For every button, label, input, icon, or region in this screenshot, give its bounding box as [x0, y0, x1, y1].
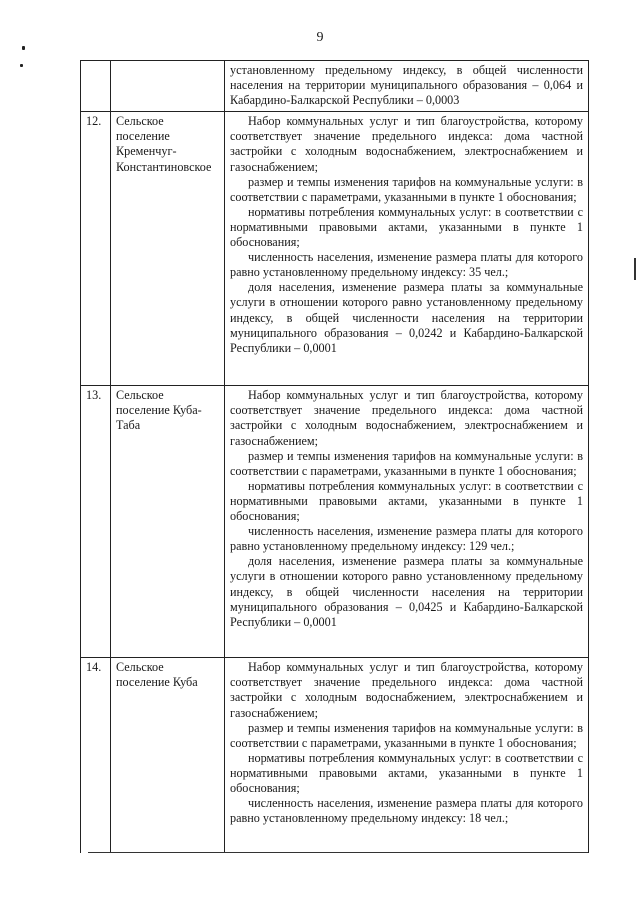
- row-number: 14.: [81, 658, 111, 854]
- description-paragraph: Набор коммунальных услуг и тип благоустройства, которому соответствует значение предельного индекса: дома частной застройки с холодным водоснабжением, электроснабжением и газоснабжением;: [230, 660, 583, 720]
- description-paragraph: размер и темпы изменения тарифов на коммунальные услуги: в соответствии с параметрами, указанными в пункте 1 обоснования;: [230, 174, 583, 204]
- description-paragraph: численность населения, изменение размера платы для которого равно установленному предельному индексу: 18 чел.;: [230, 796, 583, 826]
- settlement-name: Сельское поселение Куба: [111, 658, 225, 854]
- page-bottom-rule: [88, 852, 588, 853]
- table-row: [81, 386, 589, 658]
- scan-speck: [20, 64, 23, 67]
- table-row-continuation: [81, 61, 589, 112]
- scan-speck: [22, 46, 25, 50]
- table-row: [81, 658, 589, 854]
- row-description: [225, 658, 589, 854]
- description-paragraph: численность населения, изменение размера платы для которого равно установленному предельному индексу: 35 чел.;: [230, 250, 583, 280]
- description-paragraph: доля населения, изменение размера платы за коммунальные услуги в отношении которого равно установленному предельному индексу, в общей численности населения на территории муниципального образования – 0,0242 и Кабардино-Балкарской Республики – 0,0001: [230, 280, 583, 355]
- description-paragraph: размер и темпы изменения тарифов на коммунальные услуги: в соответствии с параметрами, указанными в пункте 1 обоснования;: [230, 448, 583, 478]
- description-paragraph: Набор коммунальных услуг и тип благоустройства, которому соответствует значение предельного индекса: дома частной застройки с холодным водоснабжением, электроснабжением и газоснабжением;: [230, 388, 583, 448]
- row-number: 13.: [81, 386, 111, 658]
- row-description: [225, 112, 589, 386]
- description-paragraph: Набор коммунальных услуг и тип благоустройства, которому соответствует значение предельного индекса: дома частной застройки с холодным водоснабжением, электроснабжением и газоснабжением;: [230, 114, 583, 174]
- row-number: 12.: [81, 112, 111, 386]
- page-number: 9: [316, 30, 324, 45]
- row-number: [81, 61, 111, 112]
- description-paragraph: численность населения, изменение размера платы для которого равно установленному предельному индексу: 129 чел.;: [230, 524, 583, 554]
- description-paragraph: доля населения, изменение размера платы за коммунальные услуги в отношении которого равно установленному предельному индексу, в общей численности населения на территории муниципального образования – 0,0425 и Кабардино-Балкарской Республики – 0,0001: [230, 554, 583, 629]
- description-paragraph: нормативы потребления коммунальных услуг: в соответствии с нормативными правовыми актами, указанными в пункте 1 обоснования;: [230, 204, 583, 250]
- settlement-name: [111, 61, 225, 112]
- data-table: [80, 60, 589, 853]
- settlement-name: Сельское поселение Кременчуг-Константиновское: [111, 112, 225, 386]
- description-paragraph: нормативы потребления коммунальных услуг: в соответствии с нормативными правовыми актами, указанными в пункте 1 обоснования;: [230, 478, 583, 524]
- description-paragraph: размер и темпы изменения тарифов на коммунальные услуги: в соответствии с параметрами, указанными в пункте 1 обоснования;: [230, 720, 583, 750]
- description-paragraph: установленному предельному индексу, в общей численности населения на территории муниципального образования – 0,064 и Кабардино-Балкарской Республики – 0,0003: [230, 63, 583, 108]
- row-description: [225, 61, 589, 112]
- description-paragraph: нормативы потребления коммунальных услуг: в соответствии с нормативными правовыми актами, указанными в пункте 1 обоснования;: [230, 750, 583, 796]
- settlement-name: Сельское поселение Куба-Таба: [111, 386, 225, 658]
- scan-edge-mark: [634, 258, 636, 280]
- row-description: [225, 386, 589, 658]
- table-row: [81, 112, 589, 386]
